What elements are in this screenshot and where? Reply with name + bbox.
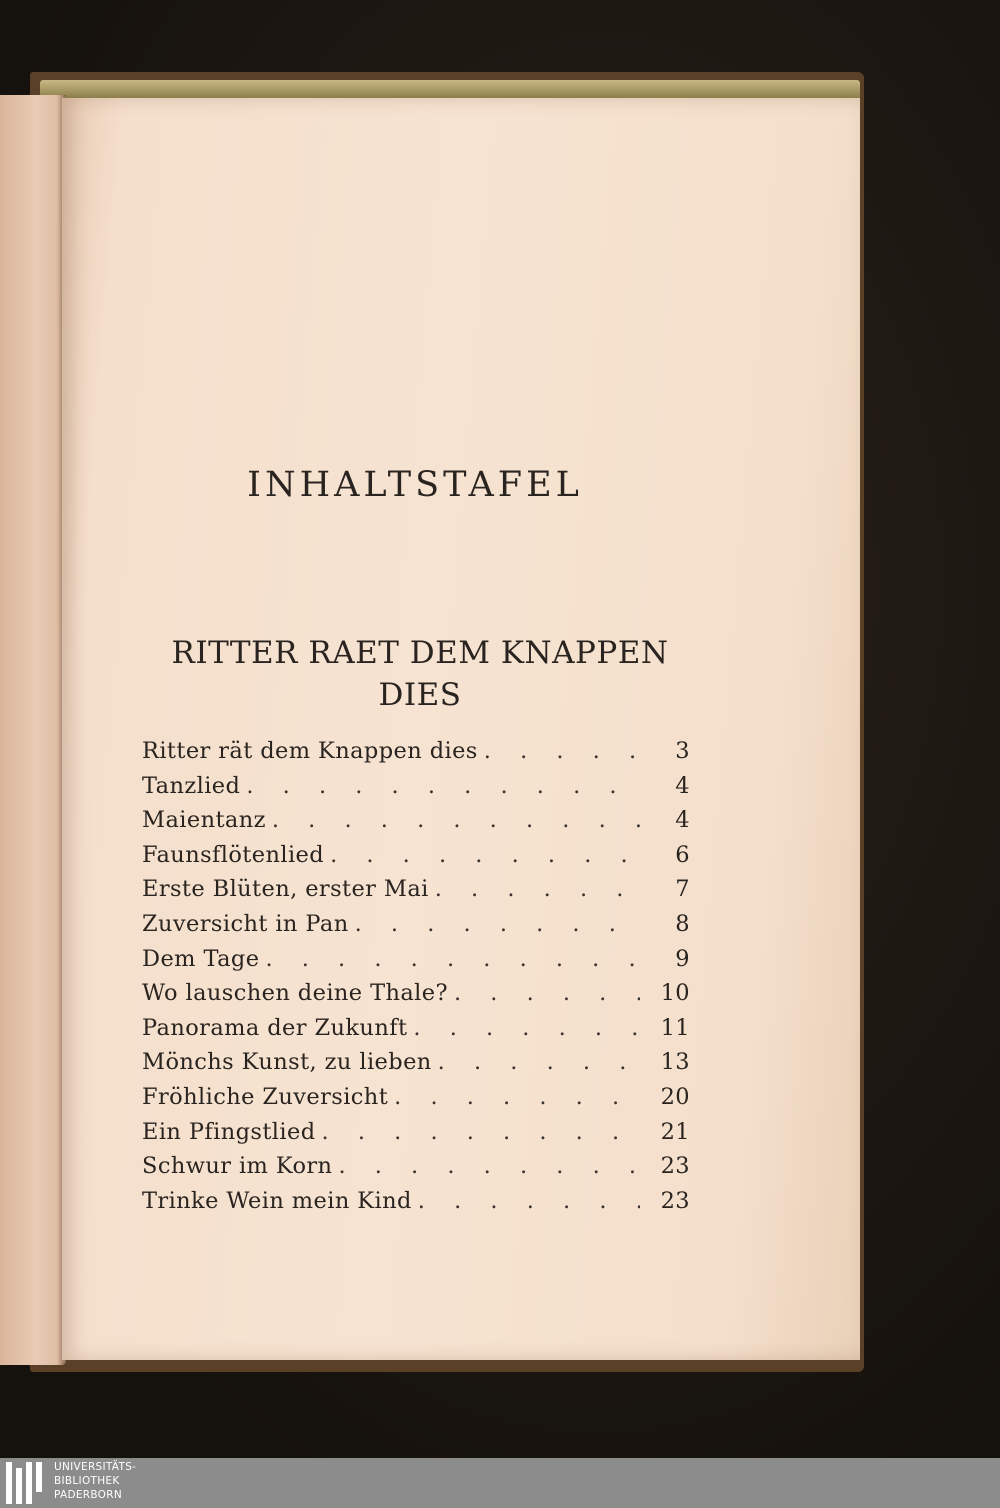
library-name-line: BIBLIOTHEK — [54, 1475, 120, 1487]
toc-page-number: 4 — [675, 772, 690, 799]
toc-entry-title: Ritter rät dem Knappen dies — [142, 738, 478, 764]
toc-page-number: 13 — [660, 1049, 690, 1076]
toc-page-number: 23 — [660, 1153, 690, 1180]
toc-page-number: 20 — [660, 1083, 690, 1110]
toc-entry-title: Fröhliche Zuversicht — [142, 1083, 389, 1110]
toc-entry — [142, 1188, 690, 1223]
toc-page-number: 3 — [675, 738, 690, 764]
toc-entry — [142, 876, 690, 911]
toc-page-number: 7 — [675, 876, 690, 903]
toc-entry-title: Ein Pfingstlied — [142, 1118, 316, 1145]
toc-entry — [142, 1084, 690, 1119]
toc-entry-title: Schwur im Korn — [142, 1153, 333, 1180]
toc-entry — [142, 1015, 690, 1050]
toc-page-number: 6 — [675, 841, 690, 868]
toc-entry — [142, 773, 690, 808]
toc-entry — [142, 980, 690, 1015]
toc-page-number: 10 — [660, 980, 690, 1007]
toc-leader-dots — [265, 946, 640, 972]
toc-entry — [142, 1119, 690, 1154]
toc-entry — [142, 738, 690, 773]
toc-page-number: 11 — [660, 1014, 690, 1041]
toc-entry-title: Wo lauschen deine Thale? — [142, 980, 448, 1007]
toc-entry-title: Mönchs Kunst, zu lieben — [142, 1049, 432, 1076]
toc-leader-dots — [438, 1049, 640, 1075]
toc-entry — [142, 807, 690, 842]
library-name — [54, 1460, 254, 1502]
toc-leader-dots — [484, 738, 640, 764]
toc-entry-title: Trinke Wein mein Kind — [142, 1187, 412, 1214]
toc-entry — [142, 1153, 690, 1188]
toc-entry — [142, 946, 690, 981]
toc-entry — [142, 911, 690, 946]
toc-page-number: 9 — [675, 945, 690, 972]
toc-leader-dots — [246, 773, 640, 799]
university-library-logo-icon — [6, 1462, 46, 1504]
toc-leader-dots — [454, 980, 640, 1006]
toc-page-number: 8 — [675, 910, 690, 937]
toc-leader-dots — [322, 1119, 640, 1145]
toc-page-number: 21 — [660, 1118, 690, 1145]
toc-entry — [142, 1049, 690, 1084]
toc-leader-dots — [418, 1188, 640, 1214]
left-page-strip — [0, 95, 66, 1365]
toc-entry-title: Zuversicht in Pan — [142, 910, 349, 937]
toc-entry-title: Dem Tage — [142, 945, 260, 972]
page-title: INHALTSTAFEL — [247, 465, 583, 505]
toc-entry — [142, 842, 690, 877]
library-name-line: UNIVERSITÄTS- — [54, 1461, 137, 1473]
section-title: RITTER RAET DEM KNAPPEN DIES — [171, 635, 669, 713]
toc-entry-title: Tanzlied — [142, 772, 241, 799]
table-of-contents — [142, 738, 690, 1222]
toc-page-number: 4 — [675, 807, 690, 834]
toc-leader-dots — [338, 1153, 640, 1179]
library-name-line: PADERBORN — [54, 1489, 122, 1501]
toc-leader-dots — [413, 1015, 640, 1041]
toc-leader-dots — [355, 911, 640, 937]
toc-leader-dots — [394, 1084, 640, 1110]
toc-leader-dots — [330, 842, 640, 868]
toc-entry-title: Faunsflötenlied — [142, 841, 325, 868]
toc-leader-dots — [272, 807, 640, 833]
toc-entry-title: Erste Blüten, erster Mai — [142, 876, 429, 903]
toc-entry-title: Panorama der Zukunft — [142, 1014, 408, 1041]
toc-entry-title: Maientanz — [142, 807, 266, 834]
toc-leader-dots — [435, 876, 640, 902]
toc-page-number: 23 — [660, 1187, 690, 1214]
